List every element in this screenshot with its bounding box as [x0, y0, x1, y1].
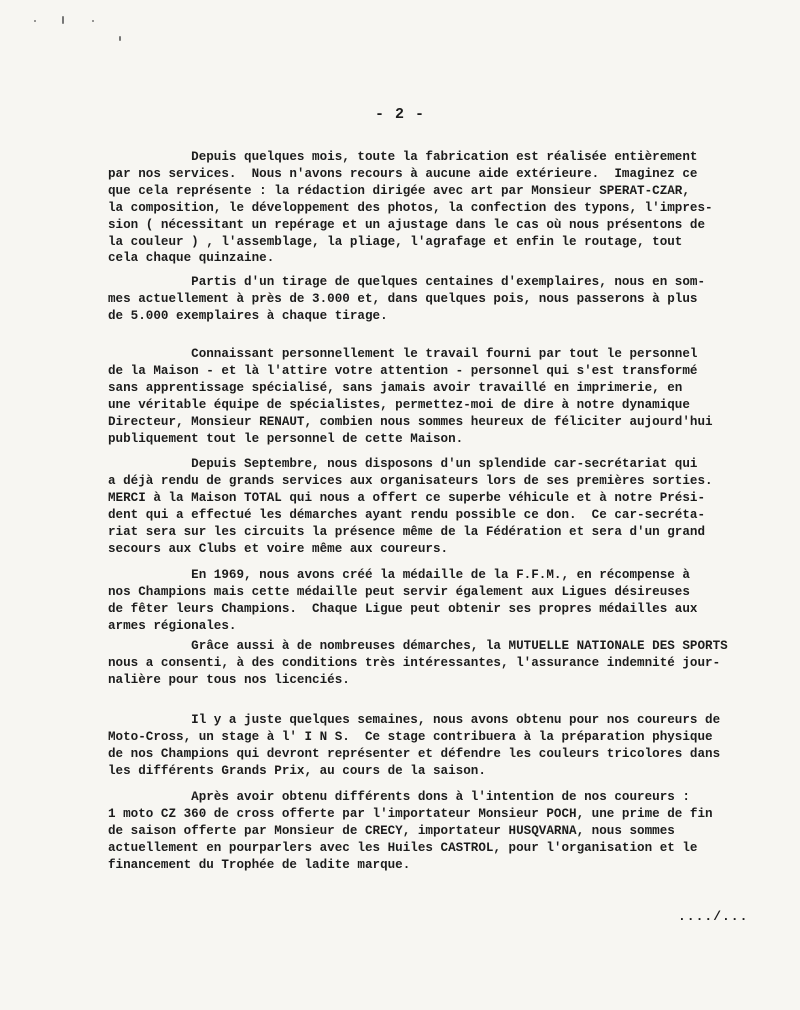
continuation-mark: ..../...: [678, 909, 749, 924]
margin-mark: [119, 36, 121, 41]
margin-marks: [34, 14, 134, 44]
paragraph-fabrication: Depuis quelques mois, toute la fabrication est réalisée entièrement par nos services. Nous n'avons recours à aucune aide extérieure. Imaginez ce que cela représente : la rédaction dirigée avec art par Monsieur SPERAT-CZAR, la composition, le développement des photos, la confection des typons, l'impres- sion ( nécessitant un repérage et un ajustage dans le cas où nous présentons de la couleur ) , l'assemblage, la pliage, l'agrafage et enfin le routage, tout cela chaque quinzaine.: [108, 150, 713, 266]
paragraph-personnel: Connaissant personnellement le travail fourni par tout le personnel de la Maison - et là l'attire votre attention - personnel qui s'est transformé sans apprentissage spécialisé, sans jamais avoir travaillé en imprimerie, en une véritable équipe de spécialistes, permettez-moi de dire à notre dynamique Directeur, Monsieur RENAUT, combien nous sommes heureux de féliciter aujourd'hui publiquement tout le personnel de cette Maison.: [108, 347, 713, 446]
paragraph-dons: Après avoir obtenu différents dons à l'intention de nos coureurs : 1 moto CZ 360 de cross offerte par l'importateur Monsieur POCH, une prime de fin de saison offerte par Monsieur de CRECY, importateur HUSQVARNA, nous sommes actuellement en pourparlers avec les Huiles CASTROL, pour l'organisation et le financement du Trophée de ladite marque.: [108, 790, 713, 872]
paragraph-stage: Il y a juste quelques semaines, nous avons obtenu pour nos coureurs de Moto-Cross, un stage à l' I N S. Ce stage contribuera à la préparation physique de nos Champions qui devront représenter et défendre les couleurs tricolores dans les différents Grands Prix, au cours de la saison.: [108, 713, 721, 778]
paragraph-car-secretariat: Depuis Septembre, nous disposons d'un splendide car-secrétariat qui a déjà rendu de grands services aux organisateurs lors de ses premières sorties. MERCI à la Maison TOTAL qui nous a offert ce superbe véhicule et à notre Prési- dent qui a effectué les démarches ayant rendu possible ce don. Ce car-secréta- riat sera sur les circuits la présence même de la Fédération et sera d'un grand secours aux Clubs et voire même aux coureurs.: [108, 457, 713, 556]
margin-mark: [34, 20, 36, 22]
paragraph-mutuelle: Grâce aussi à de nombreuses démarches, la MUTUELLE NATIONALE DES SPORTS nous a consenti, à des conditions très intéressantes, l'assurance indemnité jour- nalière pour tous nos licenciés.: [108, 639, 728, 687]
paragraph-medaille: En 1969, nous avons créé la médaille de la F.F.M., en récompense à nos Champions mais cette médaille peut servir également aux Ligues désireuses de fêter leurs Champions. Chaque Ligue peut obtenir ses propres médailles aux armes régionales.: [108, 568, 698, 633]
margin-mark: [62, 16, 64, 24]
page-number: - 2 -: [374, 106, 425, 123]
margin-mark: [92, 20, 94, 22]
paragraph-tirage: Partis d'un tirage de quelques centaines d'exemplaires, nous en som- mes actuellement à près de 3.000 et, dans quelques pois, nous passerons à plus de 5.000 exemplaires à chaque tirage.: [108, 275, 706, 323]
